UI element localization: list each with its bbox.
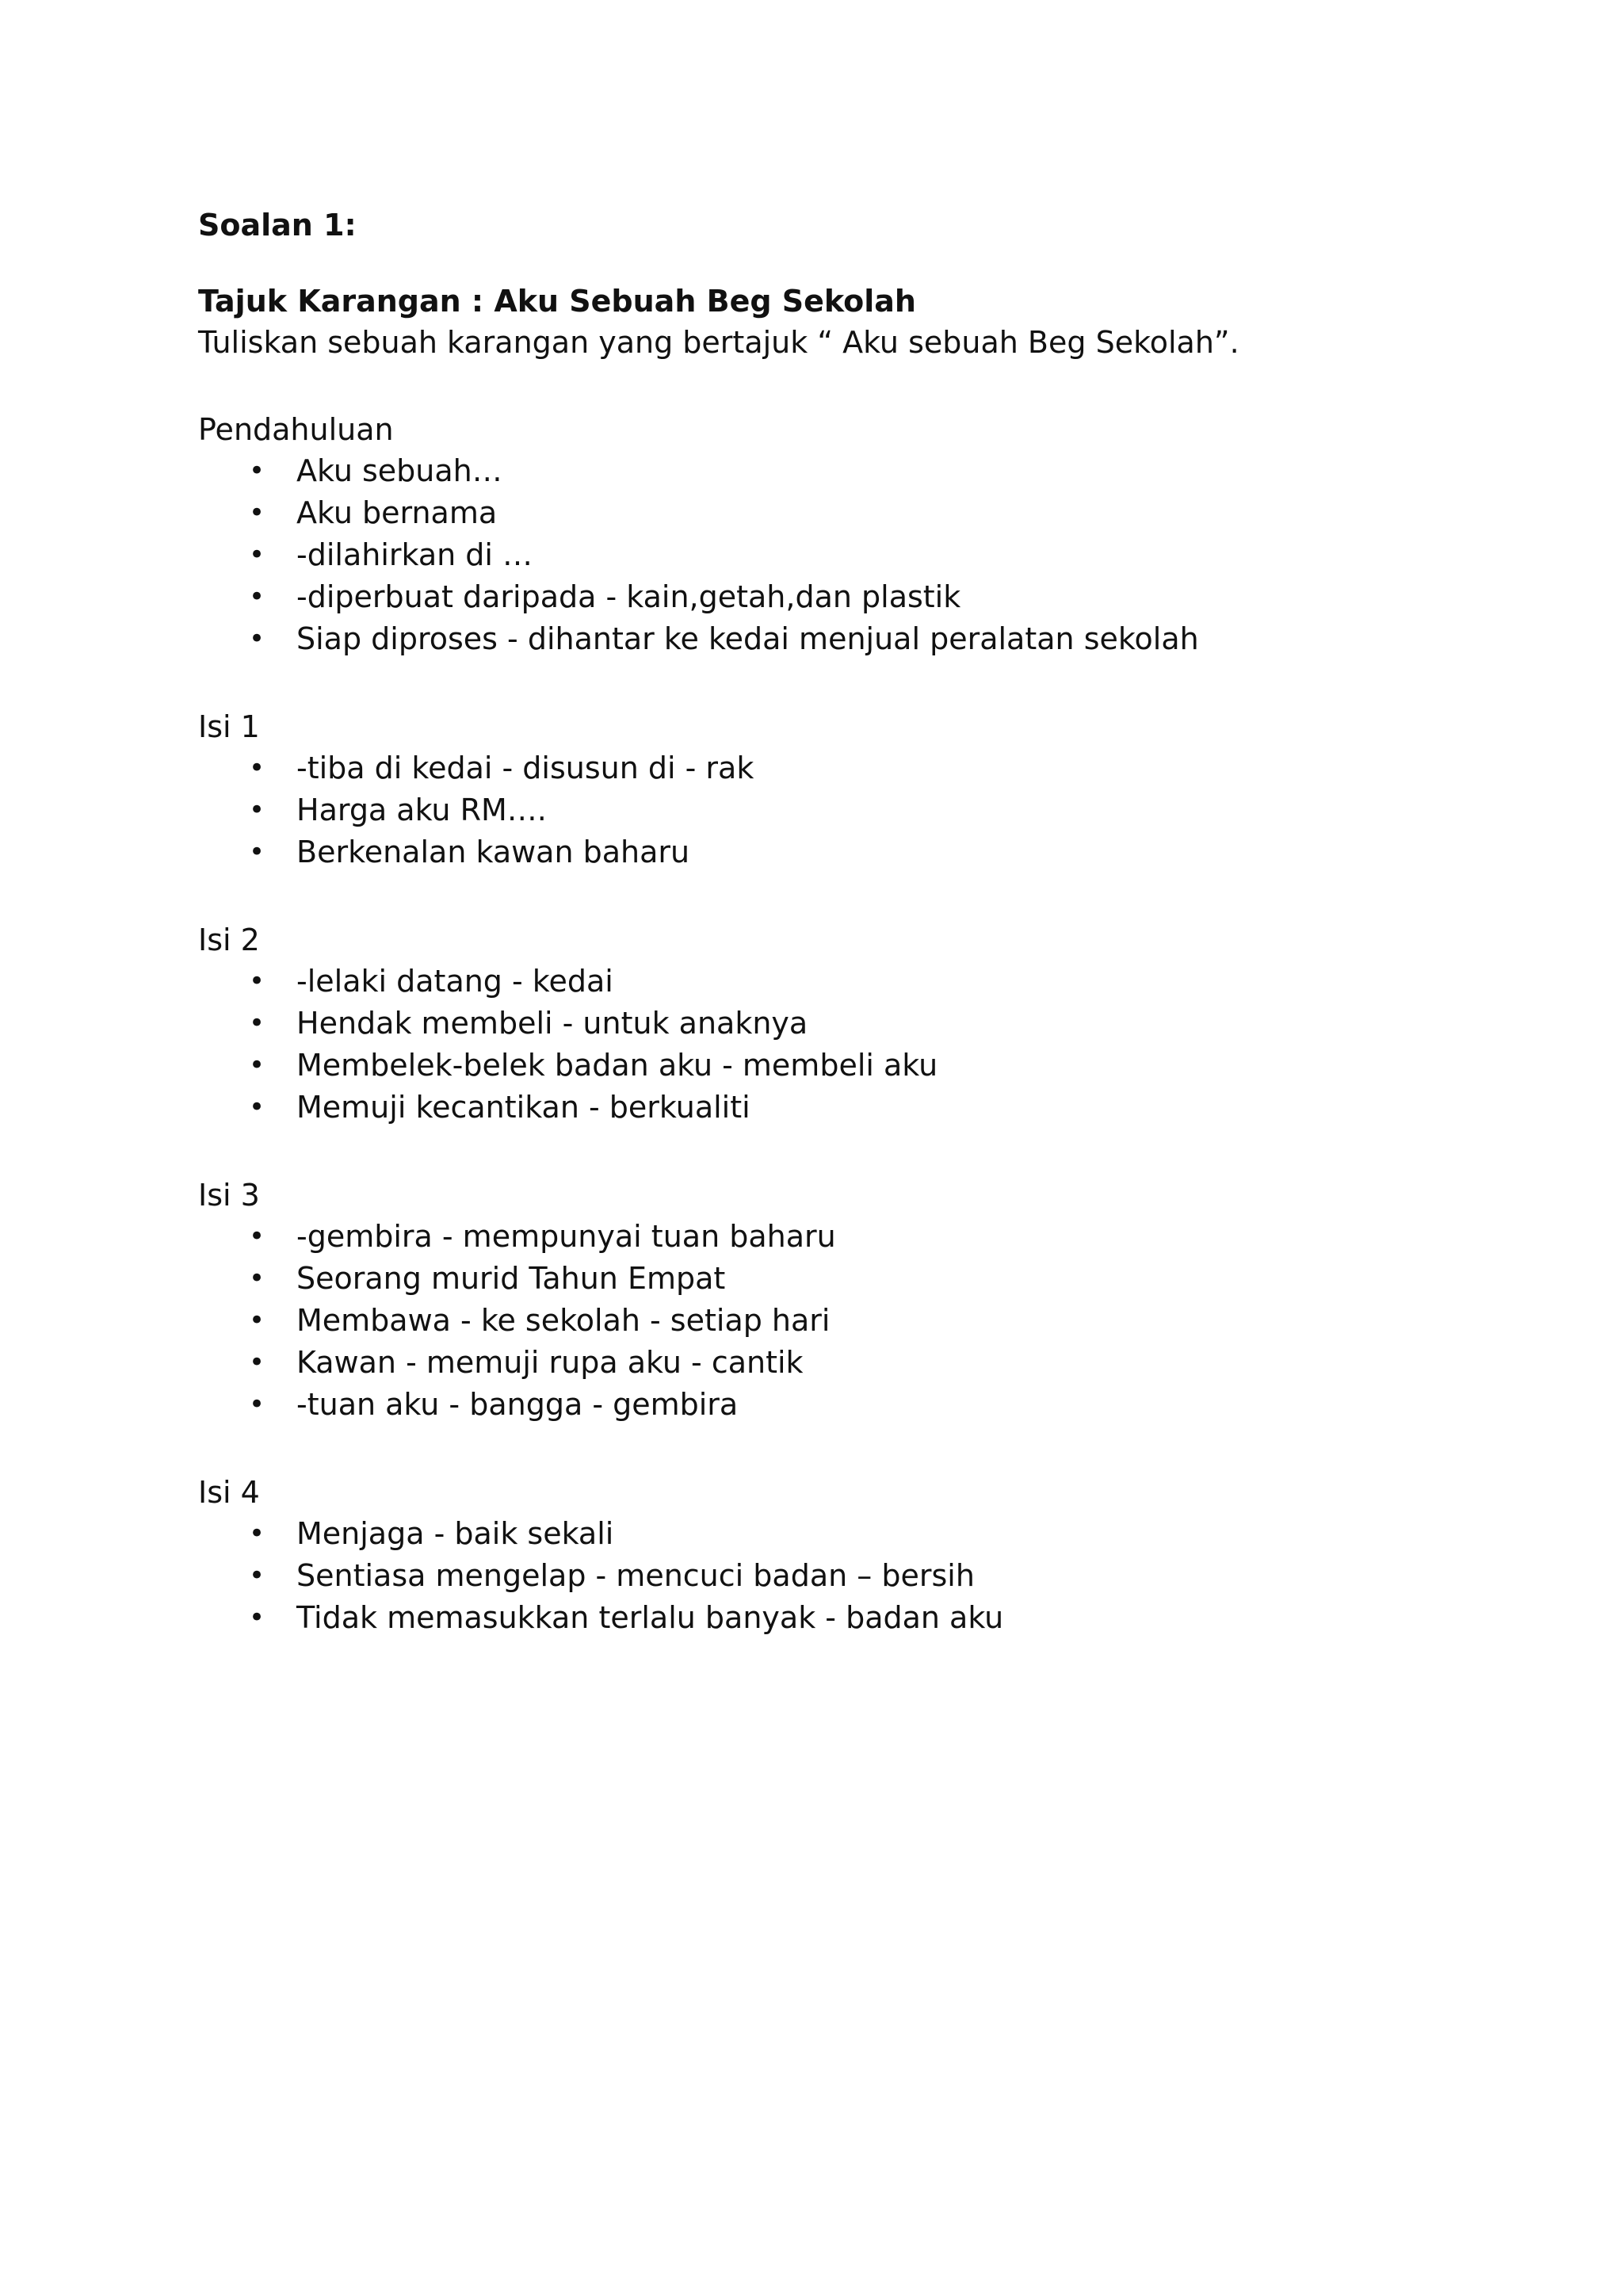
outline-section (198, 706, 1466, 873)
bullet-item (198, 618, 1466, 660)
bullet-item (198, 1003, 1466, 1045)
bullet-dot-icon: • (249, 581, 265, 613)
bullet-item (198, 1342, 1466, 1384)
outline-section (198, 409, 1466, 660)
bullet-text: Membelek-belek badan aku - membeli aku (296, 1048, 938, 1083)
bullet-text: Siap diproses - dihantar ke kedai menjual peralatan sekolah (296, 621, 1199, 656)
question-label: Soalan 1: (198, 208, 357, 243)
bullet-text: -lelaki datang - kedai (296, 964, 613, 999)
bullet-item (198, 1045, 1466, 1087)
bullet-text: Menjaga - baik sekali (296, 1516, 614, 1551)
bullet-dot-icon: • (249, 497, 265, 529)
bullet-list (198, 961, 1466, 1129)
bullet-item (198, 1087, 1466, 1129)
bullet-dot-icon: • (249, 1091, 265, 1123)
outline-section (198, 1472, 1466, 1639)
bullet-dot-icon: • (249, 794, 265, 826)
bullet-item (198, 492, 1466, 534)
bullet-text: Seorang murid Tahun Empat (296, 1261, 726, 1296)
bullet-dot-icon: • (249, 1347, 265, 1378)
bullet-item (198, 1216, 1466, 1258)
bullet-item (198, 1258, 1466, 1300)
bullet-text: Aku sebuah… (296, 453, 502, 488)
bullet-dot-icon: • (249, 1007, 265, 1039)
bullet-item (198, 534, 1466, 576)
bullet-item (198, 1384, 1466, 1426)
bullet-dot-icon: • (249, 752, 265, 784)
bullet-item (198, 1513, 1466, 1555)
bullet-text: -diperbuat daripada - kain,getah,dan plastik (296, 579, 961, 614)
bullet-list (198, 1216, 1466, 1426)
bullet-dot-icon: • (249, 965, 265, 997)
bullet-text: Aku bernama (296, 495, 498, 530)
bullet-item (198, 576, 1466, 618)
bullet-text: Memuji kecantikan - berkualiti (296, 1090, 750, 1125)
bullet-text: -gembira - mempunyai tuan baharu (296, 1219, 836, 1254)
bullet-text: -dilahirkan di … (296, 537, 533, 572)
section-heading: Isi 3 (198, 1178, 260, 1213)
document-page (198, 204, 1466, 1685)
bullet-dot-icon: • (249, 1518, 265, 1549)
bullet-dot-icon: • (249, 1221, 265, 1252)
bullet-text: -tuan aku - bangga - gembira (296, 1387, 739, 1422)
bullet-item (198, 1555, 1466, 1597)
section-heading: Isi 4 (198, 1475, 260, 1510)
outline-sections (198, 409, 1466, 1639)
section-heading: Pendahuluan (198, 412, 394, 447)
bullet-text: Kawan - memuji rupa aku - cantik (296, 1345, 804, 1380)
bullet-text: Berkenalan kawan baharu (296, 835, 690, 869)
bullet-text: -tiba di kedai - disusun di - rak (296, 751, 754, 785)
bullet-list (198, 1513, 1466, 1639)
bullet-dot-icon: • (249, 1263, 265, 1294)
essay-title: Tajuk Karangan : Aku Sebuah Beg Sekolah (198, 284, 916, 319)
bullet-list (198, 747, 1466, 873)
bullet-dot-icon: • (249, 539, 265, 571)
bullet-item (198, 961, 1466, 1003)
bullet-dot-icon: • (249, 455, 265, 487)
bullet-text: Membawa - ke sekolah - setiap hari (296, 1303, 831, 1338)
outline-section (198, 1175, 1466, 1426)
bullet-text: Sentiasa mengelap - mencuci badan – bersih (296, 1558, 975, 1593)
bullet-text: Harga aku RM…. (296, 793, 547, 827)
essay-instruction: Tuliskan sebuah karangan yang bertajuk “ Aku sebuah Beg Sekolah”. (198, 325, 1239, 360)
bullet-dot-icon: • (249, 1049, 265, 1081)
bullet-dot-icon: • (249, 836, 265, 868)
bullet-item (198, 1597, 1466, 1639)
bullet-dot-icon: • (249, 1602, 265, 1633)
bullet-dot-icon: • (249, 623, 265, 655)
bullet-item (198, 831, 1466, 873)
bullet-dot-icon: • (249, 1389, 265, 1420)
section-heading: Isi 2 (198, 923, 260, 957)
bullet-item (198, 1300, 1466, 1342)
bullet-text: Tidak memasukkan terlalu banyak - badan aku (296, 1600, 1004, 1635)
bullet-dot-icon: • (249, 1560, 265, 1591)
bullet-text: Hendak membeli - untuk anaknya (296, 1006, 808, 1041)
outline-section (198, 919, 1466, 1129)
bullet-item (198, 747, 1466, 789)
bullet-item (198, 450, 1466, 492)
bullet-list (198, 450, 1466, 660)
section-heading: Isi 1 (198, 709, 260, 744)
bullet-dot-icon: • (249, 1305, 265, 1336)
bullet-item (198, 789, 1466, 831)
